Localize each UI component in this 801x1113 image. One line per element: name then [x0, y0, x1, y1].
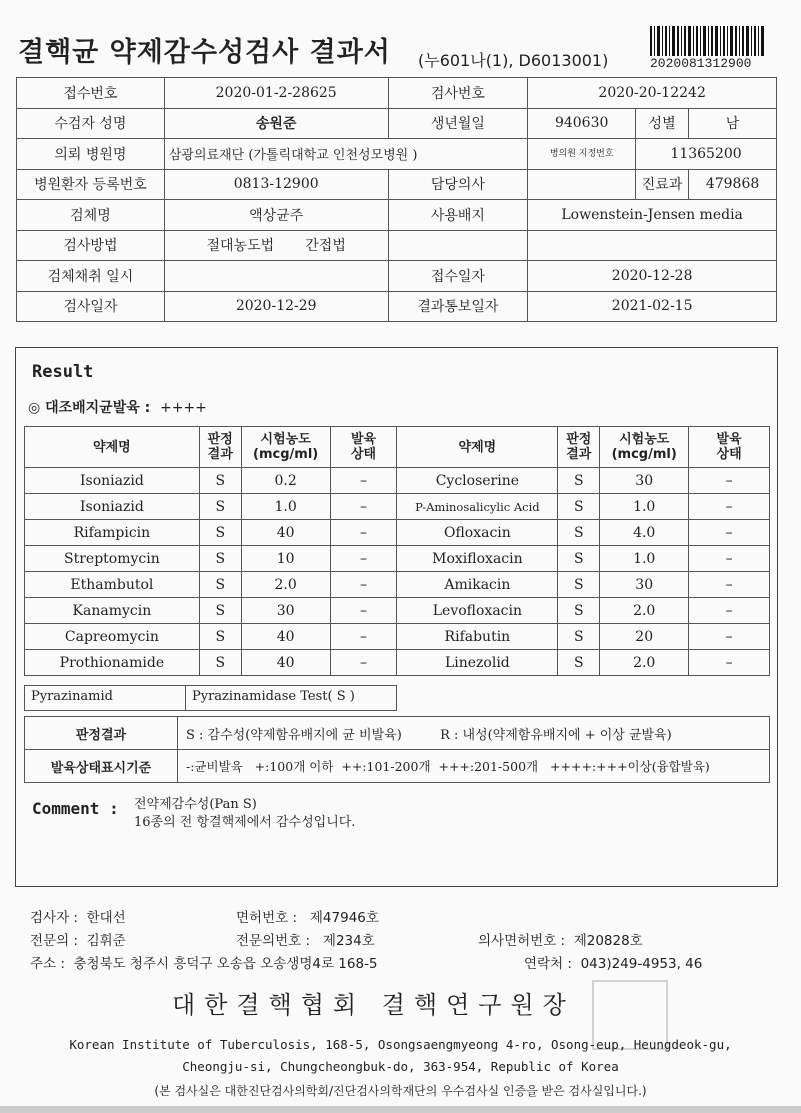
header-judge: 판정 결과	[199, 427, 241, 468]
header-growth: 발육 상태	[689, 427, 770, 468]
header-conc: 시험농도 (mcg/ml)	[241, 427, 330, 468]
drug-concentration: 1.0	[600, 494, 689, 520]
drug-concentration: 40	[241, 650, 330, 676]
drug-growth: –	[330, 572, 397, 598]
drug-growth: –	[689, 494, 770, 520]
drug-result: S	[199, 520, 241, 546]
drug-growth: –	[689, 598, 770, 624]
drug-concentration: 2.0	[241, 572, 330, 598]
table-row	[25, 546, 770, 572]
drug-name: Ethambutol	[25, 572, 200, 598]
comment-line-1: 전약제감수성(Pan S)	[134, 797, 257, 812]
table-row	[25, 468, 770, 494]
receipt-no: 2020-01-2-28625	[164, 78, 388, 109]
patient-no: 0813-12900	[164, 169, 388, 200]
dept-label: 진료과	[636, 169, 689, 200]
control-growth-value: ++++	[159, 400, 207, 416]
drug-name: Rifampicin	[25, 520, 200, 546]
patient-info-table	[16, 77, 777, 322]
drug-name: Cycloserine	[397, 468, 558, 494]
dept: 479868	[689, 169, 777, 200]
report-date: 2021-02-15	[528, 291, 777, 322]
drug-result: S	[558, 546, 600, 572]
drug-growth: –	[689, 624, 770, 650]
drug-result: S	[199, 494, 241, 520]
phone: 연락처 : 043)249-4953, 46	[524, 956, 703, 972]
hosp-code-label: 병의원 지정번호	[528, 139, 636, 170]
drug-result: S	[558, 520, 600, 546]
table-row	[25, 494, 770, 520]
table-row	[25, 572, 770, 598]
drug-concentration: 1.0	[241, 494, 330, 520]
drug-name: Streptomycin	[25, 546, 200, 572]
empty-cell	[528, 230, 777, 261]
doctor-license: 의사면허번호 : 제20828호	[478, 933, 643, 949]
comment-line-2: 16종의 전 항결핵제에서 감수성입니다.	[134, 815, 356, 830]
drug-result: S	[558, 650, 600, 676]
drug-growth: –	[330, 468, 397, 494]
drug-growth: –	[689, 520, 770, 546]
drug-concentration: 30	[600, 572, 689, 598]
table-row	[25, 624, 770, 650]
drug-name: Kanamycin	[25, 598, 200, 624]
drug-growth: –	[689, 572, 770, 598]
hospital-name: 삼광의료재단 (가톨릭대학교 인천성모병원 )	[164, 139, 527, 170]
collect-label: 검체채취 일시	[17, 261, 165, 292]
dob-label: 생년월일	[388, 108, 528, 139]
table-row	[25, 650, 770, 676]
drug-growth: –	[330, 624, 397, 650]
legend-growth-label: 발육상태표시기준	[25, 750, 178, 783]
english-address-line-1: Korean Institute of Tuberculosis, 168-5, Osongsaengmyeong 4-ro, Osong-eup, Heungdeok-gu,	[69, 1037, 732, 1052]
tester: 검사자 : 한대선	[30, 910, 126, 926]
hospital-label: 의뢰 병원명	[17, 139, 165, 170]
drug-table	[24, 426, 770, 676]
method-a: 절대농도법	[206, 238, 275, 255]
report-label: 결과통보일자	[388, 291, 528, 322]
drug-concentration: 2.0	[600, 598, 689, 624]
drug-concentration: 2.0	[600, 650, 689, 676]
drug-name: Linezolid	[397, 650, 558, 676]
drug-name: Isoniazid	[25, 468, 200, 494]
drug-name: P-Aminosalicylic Acid	[397, 494, 558, 520]
drug-name: Ofloxacin	[397, 520, 558, 546]
method-b: 간접법	[305, 238, 346, 255]
comment	[134, 796, 355, 832]
patient-name: 송원준	[164, 108, 388, 139]
drug-result: S	[558, 624, 600, 650]
english-address-line-2: Cheongju-si, Chungcheongbuk-do, 363-954, Republic of Korea	[182, 1059, 619, 1074]
control-growth	[28, 397, 207, 417]
method	[164, 230, 388, 261]
test-date: 2020-12-29	[164, 291, 388, 322]
specialist: 전문의 : 김휘준	[30, 933, 126, 949]
legend-judge-label: 판정결과	[25, 717, 178, 750]
document-code: (누601나(1), D6013001)	[418, 51, 609, 70]
drug-growth: –	[689, 650, 770, 676]
medium-label: 사용배지	[388, 200, 528, 231]
result-title: Result	[32, 362, 94, 382]
drug-growth: –	[330, 650, 397, 676]
sex: 남	[689, 108, 777, 139]
document-title: 결핵균 약제감수성검사 결과서	[18, 37, 391, 68]
drug-result: S	[558, 598, 600, 624]
table-row	[25, 520, 770, 546]
test-no-label: 검사번호	[388, 78, 528, 109]
header-drug: 약제명	[25, 427, 200, 468]
drug-name: Moxifloxacin	[397, 546, 558, 572]
drug-growth: –	[689, 546, 770, 572]
drug-name: Levofloxacin	[397, 598, 558, 624]
drug-result: S	[199, 546, 241, 572]
drug-name: Amikacin	[397, 572, 558, 598]
legend-growth: -:균비발육 +:100개 이하 ++:101-200개 +++:201-500개 ++++:+++이상(융합발육)	[178, 750, 770, 783]
drug-result: S	[199, 598, 241, 624]
pza-value: Pyrazinamidase Test( S )	[192, 689, 355, 704]
drug-growth: –	[330, 546, 397, 572]
barcode-number: 2020081312900	[650, 56, 752, 71]
patient-no-label: 병원환자 등록번호	[17, 169, 165, 200]
header-growth: 발육 상태	[330, 427, 397, 468]
method-label: 검사방법	[17, 230, 165, 261]
drug-result: S	[199, 624, 241, 650]
empty-cell	[388, 230, 528, 261]
drug-result: S	[558, 572, 600, 598]
legend-judge-s: S : 감수성(약제함유배지에 균 비발육)	[186, 727, 402, 743]
received: 2020-12-28	[528, 261, 777, 292]
control-growth-label: ◎ 대조배지균발육 :	[28, 400, 151, 416]
drug-concentration: 20	[600, 624, 689, 650]
drug-name: Rifabutin	[397, 624, 558, 650]
hosp-code: 11365200	[636, 139, 777, 170]
drug-growth: –	[330, 520, 397, 546]
barcode-icon	[650, 26, 765, 56]
test-no: 2020-20-12242	[528, 78, 777, 109]
table-row	[25, 598, 770, 624]
drug-result: S	[199, 572, 241, 598]
certification-note: (본 검사실은 대한진단검사의학회/진단검사의학재단의 우수검사실 인증을 받은 검사실입니다.)	[154, 1084, 647, 1098]
dob: 940630	[528, 108, 636, 139]
drug-growth: –	[689, 468, 770, 494]
drug-growth: –	[330, 494, 397, 520]
drug-concentration: 40	[241, 624, 330, 650]
drug-concentration: 10	[241, 546, 330, 572]
legend-judge	[178, 717, 770, 750]
received-label: 접수일자	[388, 261, 528, 292]
drug-result: S	[558, 494, 600, 520]
drug-name: Capreomycin	[25, 624, 200, 650]
legend-judge-r: R : 내성(약제함유배지에 + 이상 균발육)	[440, 727, 672, 743]
specialist-no: 전문의번호 : 제234호	[236, 933, 375, 949]
drug-result: S	[199, 468, 241, 494]
comment-label: Comment :	[32, 799, 119, 818]
drug-result: S	[558, 468, 600, 494]
organization-name: 대한결핵협회 결핵연구원장	[172, 991, 575, 1019]
specimen-label: 검체명	[17, 200, 165, 231]
pza-label: Pyrazinamid	[25, 686, 186, 710]
license: 면허번호 : 제47946호	[236, 910, 379, 926]
drug-concentration: 1.0	[600, 546, 689, 572]
drug-concentration: 30	[600, 468, 689, 494]
doctor	[528, 169, 636, 200]
header-conc: 시험농도 (mcg/ml)	[600, 427, 689, 468]
medium: Lowenstein-Jensen media	[528, 200, 777, 231]
drug-concentration: 30	[241, 598, 330, 624]
drug-concentration: 40	[241, 520, 330, 546]
test-date-label: 검사일자	[17, 291, 165, 322]
pyrazinamide-row	[24, 685, 397, 711]
bottom-bar	[0, 1106, 801, 1113]
drug-result: S	[199, 650, 241, 676]
drug-name: Prothionamide	[25, 650, 200, 676]
address: 주소 : 충청북도 청주시 흥덕구 오송읍 오송생명4로 168-5	[30, 956, 378, 972]
collect	[164, 261, 388, 292]
drug-concentration: 4.0	[600, 520, 689, 546]
drug-name: Isoniazid	[25, 494, 200, 520]
name-label: 수검자 성명	[17, 108, 165, 139]
specimen: 액상균주	[164, 200, 388, 231]
header-judge: 판정 결과	[558, 427, 600, 468]
sex-label: 성별	[636, 108, 689, 139]
drug-concentration: 0.2	[241, 468, 330, 494]
legend-table	[24, 716, 770, 783]
drug-growth: –	[330, 598, 397, 624]
header-drug: 약제명	[397, 427, 558, 468]
receipt-no-label: 접수번호	[17, 78, 165, 109]
doctor-label: 담당의사	[388, 169, 528, 200]
